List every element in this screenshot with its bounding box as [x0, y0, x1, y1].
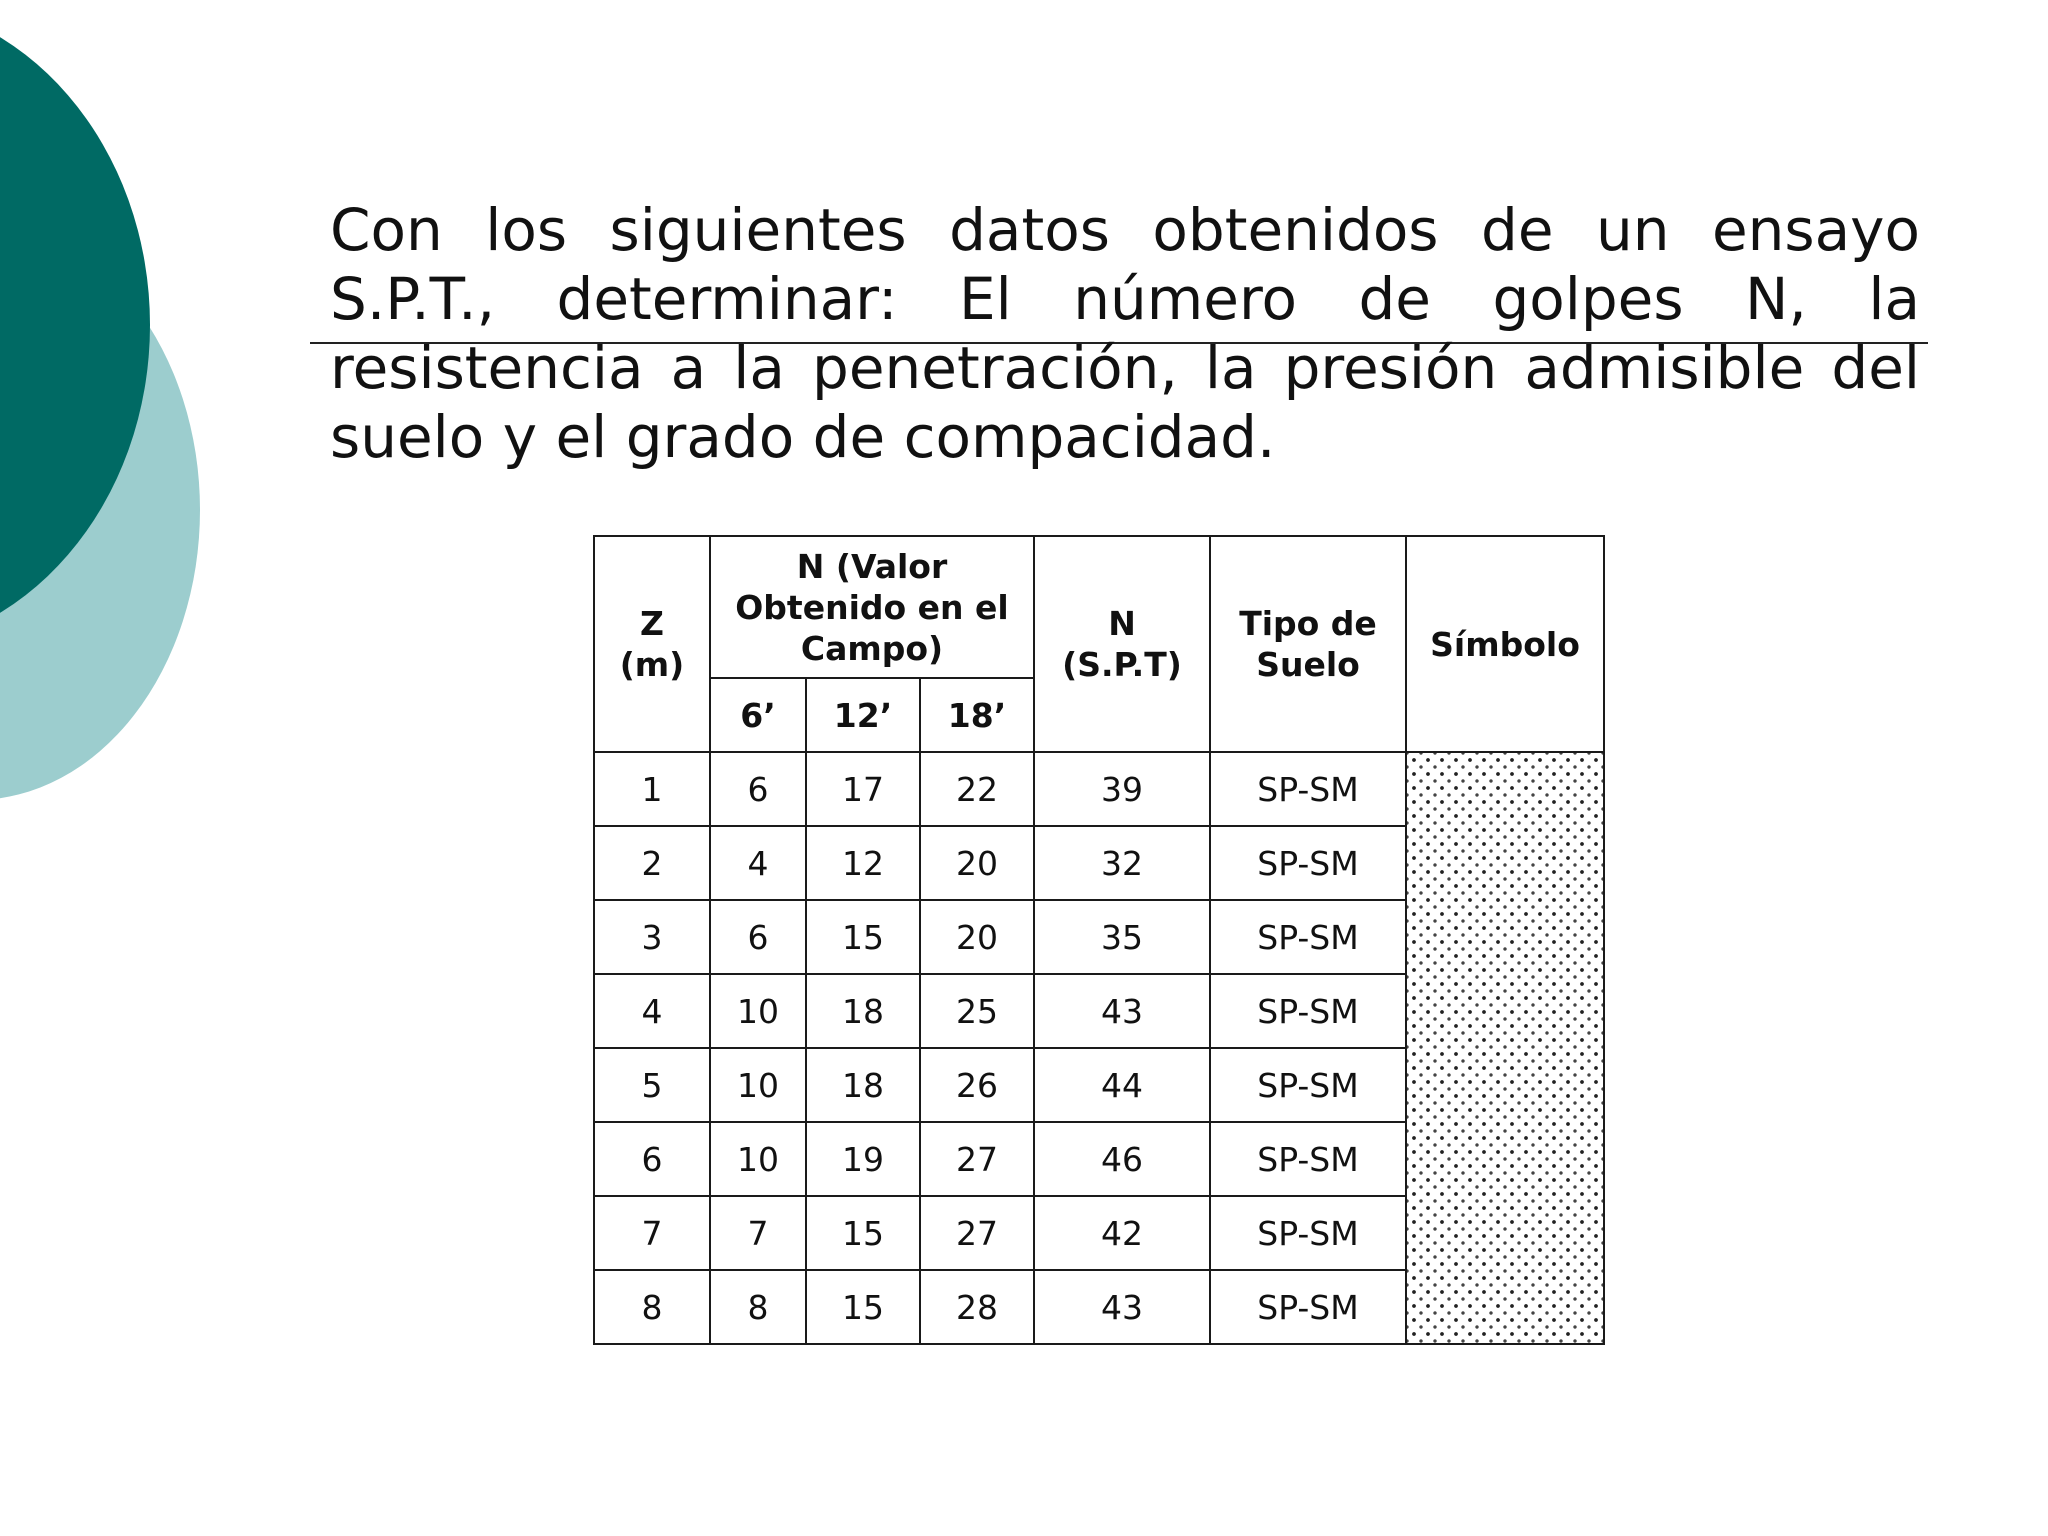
cell-soil-type: SP-SM	[1210, 900, 1406, 974]
cell-n6: 6	[710, 900, 806, 974]
cell-n18: 25	[920, 974, 1034, 1048]
cell-n-spt: 43	[1034, 974, 1210, 1048]
cell-soil-type: SP-SM	[1210, 1196, 1406, 1270]
cell-n-spt: 42	[1034, 1196, 1210, 1270]
soil-symbol-pattern	[1406, 752, 1604, 1344]
cell-n-spt: 46	[1034, 1122, 1210, 1196]
cell-n18: 20	[920, 826, 1034, 900]
header-sub-12: 12’	[806, 678, 920, 752]
cell-depth: 6	[594, 1122, 710, 1196]
header-depth: Z (m)	[594, 536, 710, 752]
cell-depth: 3	[594, 900, 710, 974]
cell-n6: 10	[710, 974, 806, 1048]
spt-data-table	[593, 535, 1605, 1345]
cell-depth: 5	[594, 1048, 710, 1122]
cell-n-spt: 35	[1034, 900, 1210, 974]
intro-paragraph: Con los siguientes datos obtenidos de un ensayo S.P.T., determinar: El número de golpes N, la resistencia a la penetración, la presión admisible del suelo y el grado de compacidad.	[330, 196, 1920, 471]
cell-depth: 7	[594, 1196, 710, 1270]
header-sub-6: 6’	[710, 678, 806, 752]
cell-depth: 1	[594, 752, 710, 826]
header-soil-type: Tipo de Suelo	[1210, 536, 1406, 752]
cell-n12: 18	[806, 974, 920, 1048]
cell-n-spt: 43	[1034, 1270, 1210, 1344]
cell-n-spt: 44	[1034, 1048, 1210, 1122]
cell-n12: 15	[806, 900, 920, 974]
cell-n18: 26	[920, 1048, 1034, 1122]
cell-n18: 22	[920, 752, 1034, 826]
cell-n12: 17	[806, 752, 920, 826]
cell-n6: 4	[710, 826, 806, 900]
cell-n12: 19	[806, 1122, 920, 1196]
table-row	[594, 752, 1604, 826]
cell-n-spt: 39	[1034, 752, 1210, 826]
cell-n6: 10	[710, 1048, 806, 1122]
cell-depth: 8	[594, 1270, 710, 1344]
cell-soil-type: SP-SM	[1210, 826, 1406, 900]
header-sub-18: 18’	[920, 678, 1034, 752]
cell-depth: 2	[594, 826, 710, 900]
cell-n18: 28	[920, 1270, 1034, 1344]
cell-n12: 18	[806, 1048, 920, 1122]
cell-n18: 20	[920, 900, 1034, 974]
cell-depth: 4	[594, 974, 710, 1048]
header-symbol: Símbolo	[1406, 536, 1604, 752]
cell-soil-type: SP-SM	[1210, 752, 1406, 826]
cell-n18: 27	[920, 1122, 1034, 1196]
cell-n18: 27	[920, 1196, 1034, 1270]
cell-n12: 15	[806, 1196, 920, 1270]
cell-n6: 8	[710, 1270, 806, 1344]
cell-n12: 15	[806, 1270, 920, 1344]
header-n-field: N (Valor Obtenido en el Campo)	[710, 536, 1034, 678]
cell-soil-type: SP-SM	[1210, 1270, 1406, 1344]
header-n-spt: N (S.P.T)	[1034, 536, 1210, 752]
cell-n6: 10	[710, 1122, 806, 1196]
cell-n6: 6	[710, 752, 806, 826]
cell-soil-type: SP-SM	[1210, 1122, 1406, 1196]
cell-soil-type: SP-SM	[1210, 1048, 1406, 1122]
cell-n12: 12	[806, 826, 920, 900]
cell-n-spt: 32	[1034, 826, 1210, 900]
cell-soil-type: SP-SM	[1210, 974, 1406, 1048]
cell-n6: 7	[710, 1196, 806, 1270]
